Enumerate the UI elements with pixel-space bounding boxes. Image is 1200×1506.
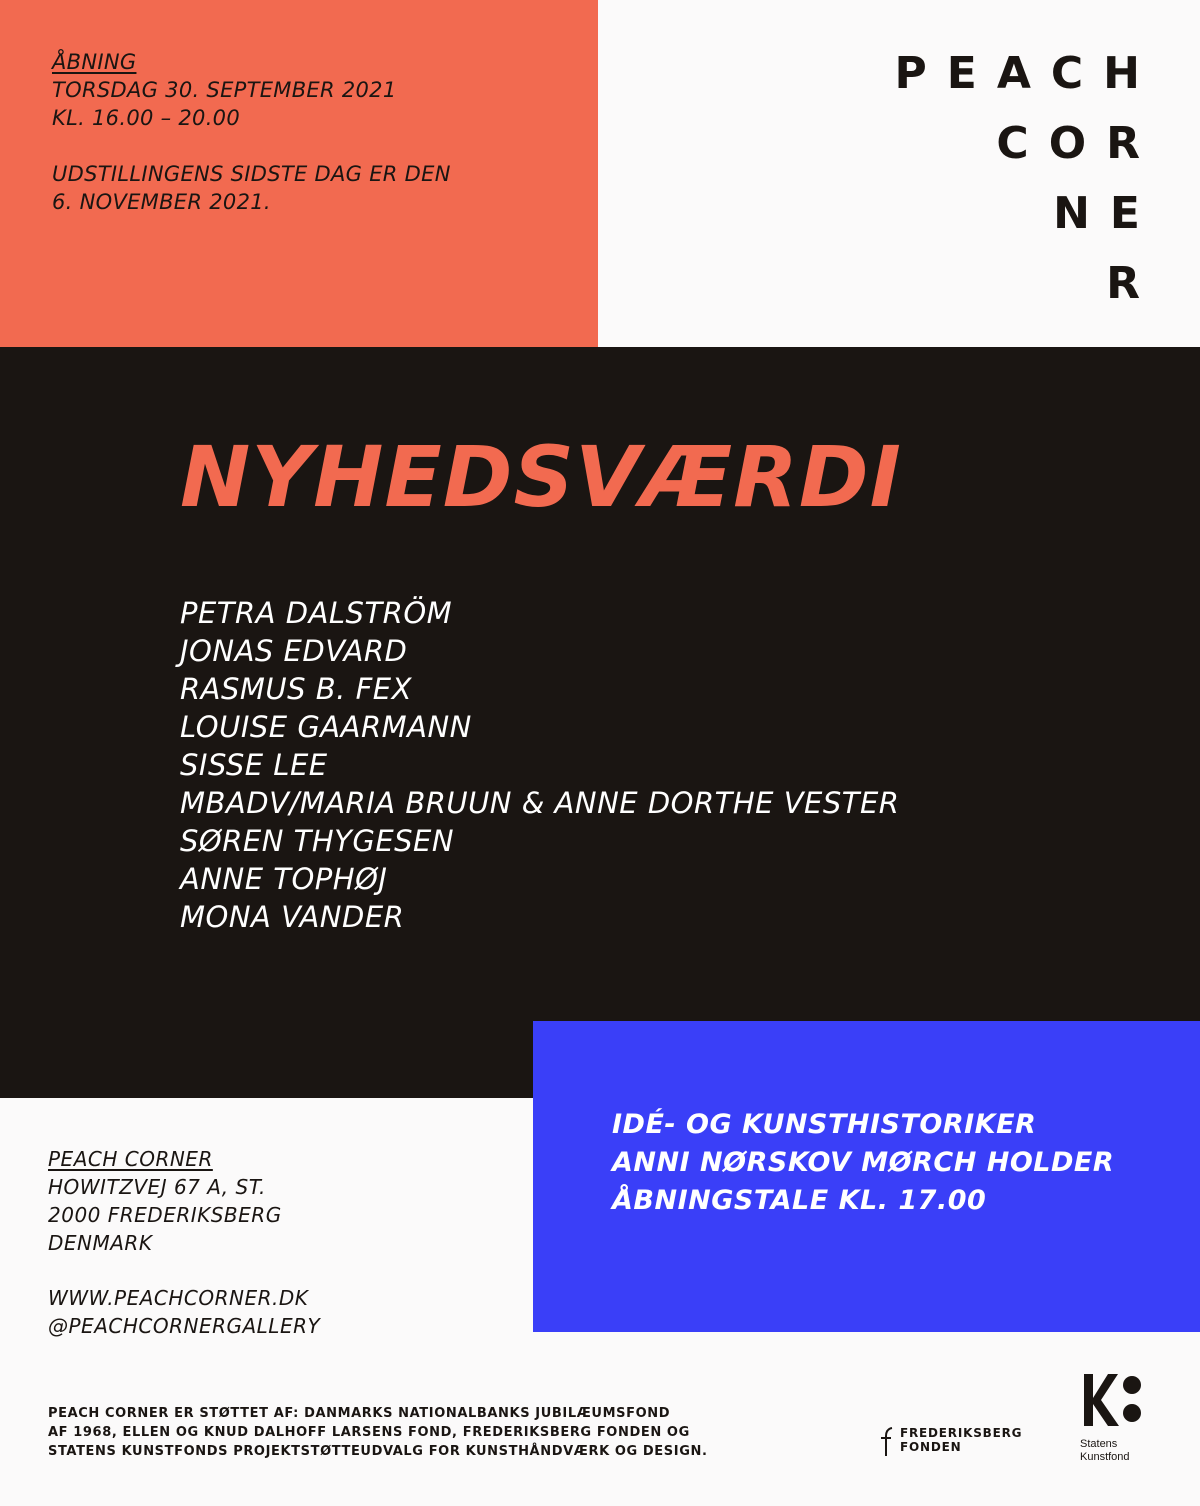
website-link[interactable]: WWW.PEACHCORNER.DK (48, 1286, 309, 1310)
artist-name: MONA VANDER (180, 900, 405, 934)
artist-name: LOUISE GAARMANN (180, 710, 472, 744)
frederiksberg-fonden-logo (878, 1426, 1022, 1458)
logo-line-1: PEACH (894, 48, 1160, 99)
opening-date: TORSDAG 30. SEPTEMBER 2021 (52, 78, 397, 102)
instagram-handle[interactable]: @PEACHCORNERGALLERY (48, 1314, 321, 1338)
last-day-line-1: UDSTILLINGENS SIDSTE DAG ER DEN (52, 162, 451, 186)
kunstfond-mark-icon (1080, 1372, 1144, 1428)
support-line-2: AF 1968, ELLEN OG KNUD DALHOFF LARSENS FOND, FREDERIKSBERG FONDEN OG (48, 1425, 690, 1440)
opening-heading: ÅBNING (52, 50, 137, 74)
speech-line-1: IDÉ- OG KUNSTHISTORIKER (612, 1109, 1037, 1140)
logo-line-3: NE (1053, 188, 1160, 239)
artist-name: JONAS EDVARD (180, 634, 408, 668)
kunstfond-line-2: Kunstfond (1080, 1451, 1130, 1463)
speech-line-2: ANNI NØRSKOV MØRCH HOLDER (612, 1147, 1115, 1178)
venue-name: PEACH CORNER (48, 1147, 213, 1171)
logo-line-4: R (1106, 258, 1160, 309)
opening-info (52, 48, 451, 216)
artist-name: PETRA DALSTRÖM (180, 596, 453, 630)
speech-line-3: ÅBNINGSTALE KL. 17.00 (612, 1185, 987, 1216)
support-line-3: STATENS KUNSTFONDS PROJEKTSTØTTEUDVALG FOR KUNSTHÅNDVÆRK OG DESIGN. (48, 1444, 708, 1459)
venue-city: 2000 FREDERIKSBERG (48, 1203, 282, 1227)
venue-country: DENMARK (48, 1231, 153, 1255)
kunstfond-line-1: Statens (1080, 1438, 1118, 1450)
frederiksberg-line-1: FREDERIKSBERG (900, 1426, 1023, 1440)
artist-name: SISSE LEE (180, 748, 328, 782)
artist-name: MBADV/MARIA BRUUN & ANNE DORTHE VESTER (180, 786, 900, 820)
artist-list (180, 594, 899, 936)
statens-kunstfond-logo (1080, 1372, 1144, 1464)
frederiksberg-line-2: FONDEN (900, 1440, 962, 1454)
address-block (48, 1145, 320, 1340)
last-day-line-2: 6. NOVEMBER 2021. (52, 190, 271, 214)
opening-time: KL. 16.00 – 20.00 (52, 106, 241, 130)
logo-line-2: COR (996, 118, 1160, 169)
artist-name: SØREN THYGESEN (180, 824, 455, 858)
artist-name: ANNE TOPHØJ (180, 862, 388, 896)
frederiksberg-leaf-icon (878, 1426, 894, 1458)
support-text (48, 1404, 748, 1461)
venue-street: HOWITZVEJ 67 A, ST. (48, 1175, 266, 1199)
support-line-1: PEACH CORNER ER STØTTET AF: DANMARKS NATIONALBANKS JUBILÆUMSFOND (48, 1406, 671, 1421)
artist-name: RASMUS B. FEX (180, 672, 412, 706)
exhibition-title: NYHEDSVÆRDI (180, 428, 902, 526)
speech-info (612, 1106, 1114, 1220)
